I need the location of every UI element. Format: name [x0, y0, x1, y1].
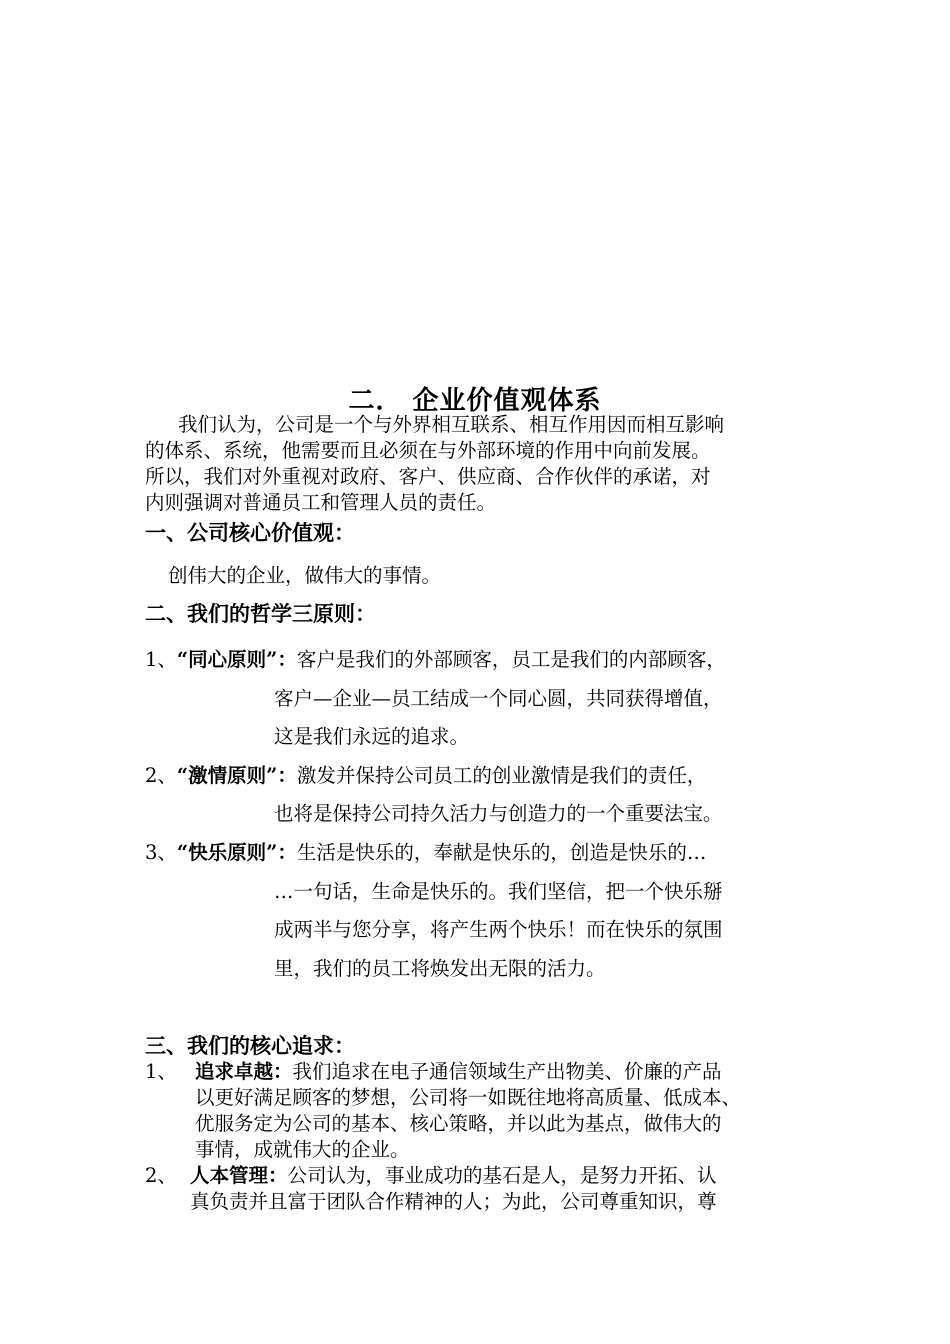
item-text: 我们追求在电子通信领域生产出物美、价廉的产品 — [292, 1060, 722, 1083]
item-continuation-line: 优服务定为公司的基本、核心策略，并以此为基点，做伟大的 — [195, 1112, 722, 1135]
page-title: 二． 企业价值观体系 — [348, 386, 602, 416]
item-text: 生活是快乐的，奉献是快乐的，创造是快乐的… — [296, 841, 707, 864]
item-continuation-line: 成两半与您分享，将产生两个快乐！而在快乐的氛围 — [274, 918, 723, 941]
intro-line: 内则强调对普通员工和管理人员的责任。 — [145, 491, 497, 514]
item-continuation-line: …一句话，生命是快乐的。我们坚信，把一个快乐掰 — [274, 880, 723, 903]
item-continuation-line: 事情，成就伟大的企业。 — [195, 1138, 410, 1161]
item-continuation-line: 这是我们永远的追求。 — [274, 725, 470, 748]
item-number: 1、 — [145, 1060, 177, 1083]
item-term: 追求卓越： — [195, 1060, 293, 1083]
section-heading-core-pursuits: 三、我们的核心追求： — [145, 1033, 355, 1058]
item-continuation-line: 真负责并且富于团队合作精神的人；为此，公司尊重知识，尊 — [190, 1190, 717, 1213]
item-term: “同心原则”： — [176, 648, 297, 671]
item-continuation-line: 也将是保持公司持久活力与创造力的一个重要法宝。 — [274, 802, 723, 825]
list-item-first-line — [145, 837, 706, 865]
intro-line: 所以，我们对外重视对政府、客户、供应商、合作伙伴的承诺，对 — [145, 465, 711, 488]
item-text: 客户是我们的外部顾客，员工是我们的内部顾客， — [296, 648, 726, 671]
section-heading-philosophy: 二、我们的哲学三原则： — [145, 601, 376, 626]
section-heading-core-values: 一、公司核心价值观： — [145, 520, 355, 545]
item-number: 3、 — [145, 841, 177, 864]
intro-line: 我们认为，公司是一个与外界相互联系、相互作用因而相互影响 — [178, 413, 725, 436]
item-text: 激发并保持公司员工的创业激情是我们的责任， — [296, 764, 707, 787]
list-item-first-line — [145, 644, 726, 672]
intro-line: 的体系、系统，他需要而且必须在与外部环境的作用中向前发展。 — [145, 439, 711, 462]
item-number: 2、 — [145, 1164, 177, 1187]
item-continuation-line: 里，我们的员工将焕发出无限的活力。 — [274, 957, 606, 980]
list-item-first-line — [195, 1059, 722, 1084]
list-item-first-line — [145, 760, 706, 788]
item-term: 人本管理： — [190, 1164, 288, 1187]
item-term: “激情原则”： — [176, 764, 297, 787]
item-continuation-line: 客户—企业—员工结成一个同心圆，共同获得增值， — [274, 687, 723, 710]
item-continuation-line: 以更好满足顾客的梦想，公司将一如既往地将高质量、低成本、 — [195, 1086, 742, 1109]
core-values-text: 创伟大的企业，做伟大的事情。 — [168, 564, 442, 587]
item-number: 1、 — [145, 648, 177, 671]
list-item-first-line — [190, 1163, 717, 1188]
item-text: 公司认为，事业成功的基石是人，是努力开拓、认 — [287, 1164, 717, 1187]
item-term: “快乐原则”： — [176, 841, 297, 864]
item-number: 2、 — [145, 764, 177, 787]
